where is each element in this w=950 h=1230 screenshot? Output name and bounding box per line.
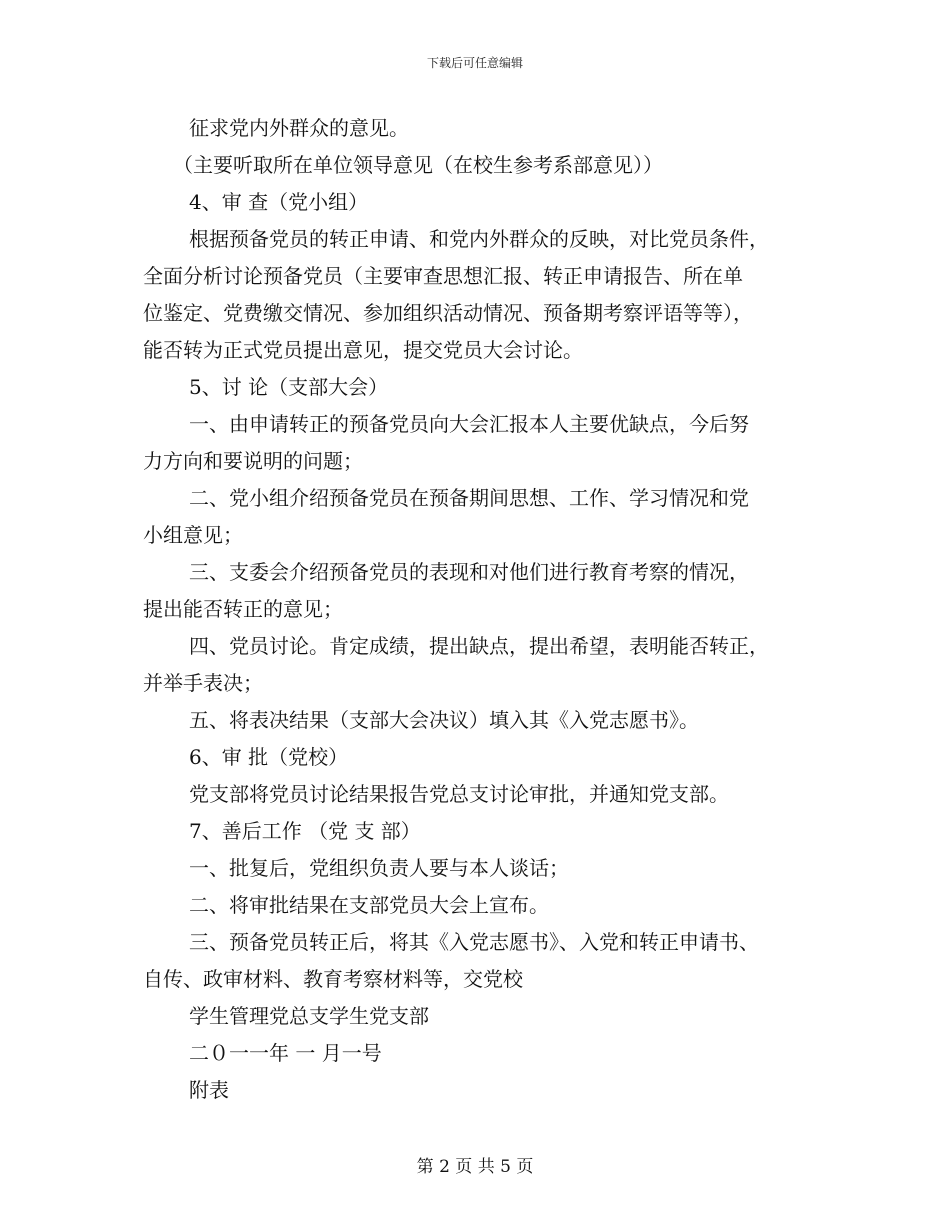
body-line: 自传、政审材料、教育考察材料等，交党校	[143, 967, 523, 991]
body-line: 小组意见；	[143, 523, 243, 547]
section-heading: 7、善后工作 （党 支 部）	[189, 819, 421, 843]
body-line: 党支部将党员讨论结果报告党总支讨论审批，并通知党支部。	[189, 782, 729, 806]
body-line: 四、党员讨论。肯定成绩，提出缺点，提出希望，表明能否转正，	[189, 634, 769, 658]
section-heading: 5、讨 论（支部大会）	[189, 375, 389, 399]
body-line: 三、支委会介绍预备党员的表现和对他们进行教育考察的情况，	[189, 560, 749, 584]
body-line: 一、由申请转正的预备党员向大会汇报本人主要优缺点，今后努	[189, 412, 749, 436]
section-heading: 6、审 批（党校）	[189, 745, 349, 769]
appendix-label: 附表	[189, 1078, 229, 1102]
page-number: 第 2 页 共 5 页	[416, 1157, 534, 1177]
body-line: 二、将审批结果在支部党员大会上宣布。	[189, 893, 549, 917]
body-line: 一、批复后，党组织负责人要与本人谈话；	[189, 856, 569, 880]
document-body	[143, 110, 815, 1109]
body-line: 提出能否转正的意见；	[143, 597, 343, 621]
section-heading: 4、审 查（党小组）	[189, 190, 369, 214]
body-line: 能否转为正式党员提出意见，提交党员大会讨论。	[143, 338, 583, 362]
body-line: 二、党小组介绍预备党员在预备期间思想、工作、学习情况和党	[189, 486, 749, 510]
body-line: 征求党内外群众的意见。	[189, 116, 409, 140]
body-line: （主要听取所在单位领导意见（在校生参考系部意见））	[173, 153, 663, 177]
body-line: 五、将表决结果（支部大会决议）填入其《入党志愿书》。	[189, 708, 699, 732]
body-line: 根据预备党员的转正申请、和党内外群众的反映，对比党员条件，	[189, 227, 769, 251]
page-header: 下载后可任意编辑	[426, 56, 523, 70]
body-line: 三、预备党员转正后，将其《入党志愿书》、入党和转正申请书、	[189, 930, 759, 954]
body-line: 位鉴定、党费缴交情况、参加组织活动情况、预备期考察评语等等），	[143, 301, 753, 325]
body-line: 力方向和要说明的问题；	[143, 449, 363, 473]
body-line: 并举手表决；	[143, 671, 263, 695]
body-line: 全面分析讨论预备党员（主要审查思想汇报、转正申请报告、所在单	[143, 264, 743, 288]
signature-date: 二０一一年 一 月一号	[189, 1041, 382, 1065]
signature-org: 学生管理党总支学生党支部	[189, 1004, 429, 1028]
